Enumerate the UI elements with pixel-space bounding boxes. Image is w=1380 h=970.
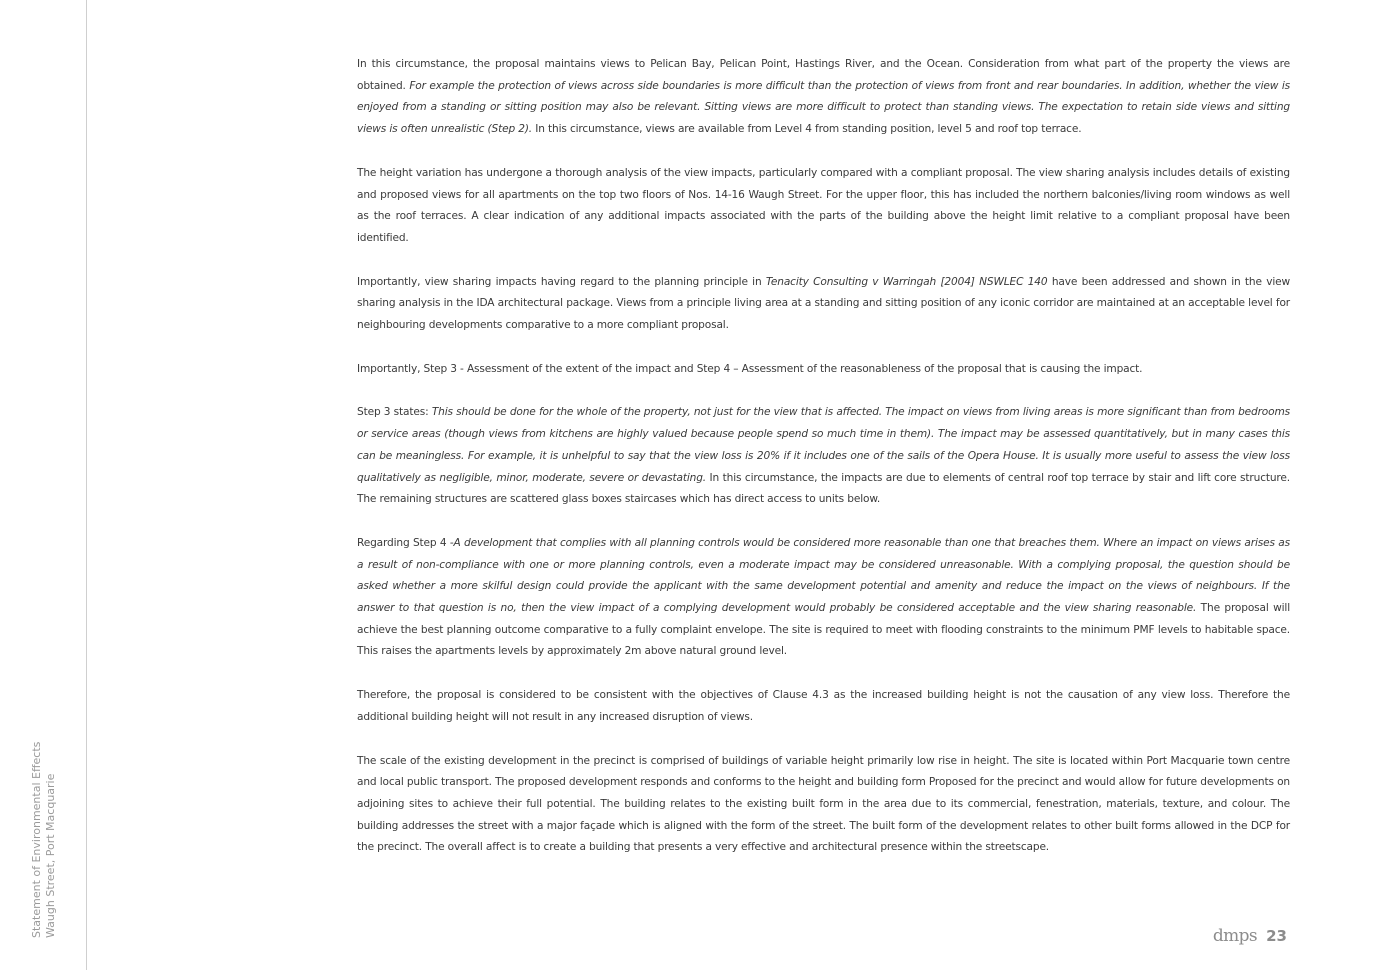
paragraph-scale: The scale of the existing development in the precinct is comprised of buildings of variable height primarily low rise in height. The site is located within Port Macquarie town centre and local public transport. The proposed development responds and conforms to the height and building form Proposed for the precinct and would allow for future developments on adjoining sites to achieve their full potential. The building relates to the existing built form in the area due to its commercial, fenestration, materials, texture, and colour. The building addresses the street with a major façade which is aligned with the form of the street. The built form of the development relates to other built forms allowed in the DCP for the precinct. The overall affect is to create a building that presents a very effective and architectural presence within the streetscape. xyxy=(357,754,1290,854)
page-number: 23 xyxy=(1266,927,1287,945)
paragraph-step-4: Regarding Step 4 -A development that complies with all planning controls would be considered more reasonable than one that breaches them. Where an impact on views arises as a result of non-compliance with one or more planning controls, even a moderate impact may be considered unreasonable. With a complying proposal, the question should be asked whether a more skilful design could provide the applicant with the same development potential and amenity and reduce the impact on the views of neighbours. If the answer to that question is no, then the view impact of a complying development would probably be considered acceptable and the view sharing reasonable. The proposal will achieve the best planning outcome comparative to a fully complaint envelope. The site is required to meet with flooding constraints to the minimum PMF levels to habitable space. This raises the apartments levels by approximately 2m above natural ground level. xyxy=(357,536,1290,658)
dmps-logo: dmps xyxy=(1212,926,1258,946)
site-address: Waugh Street, Port Macquarie xyxy=(44,773,57,938)
document-body xyxy=(357,54,1290,881)
paragraph-step-3: Step 3 states: This should be done for the whole of the property, not just for the view that is affected. The impact on views from living areas is more significant than from bedrooms or service areas (though views from kitchens are highly valued because people spend so much time in them). The impact may be assessed quantitatively, but in many cases this can be meaningless. For example, it is unhelpful to say that the view loss is 20% if it includes one of the sails of the Opera House. It is usually more useful to assess the view loss qualitatively as negligible, minor, moderate, severe or devastating. In this circumstance, the impacts are due to elements of central roof top terrace by stair and lift core structure. The remaining structures are scattered glass boxes staircases which has direct access to units below. xyxy=(357,406,1290,506)
paragraph-views-maintained: In this circumstance, the proposal maintains views to Pelican Bay, Pelican Point, Hastings River, and the Ocean. Consideration from what part of the property the views are obtained. For example the protection of views across side boundaries is more difficult than the protection of views from front and rear boundaries. In addition, whether the view is enjoyed from a standing or sitting position may also be relevant. Sitting views are more difficult to protect than standing views. The expectation to retain side views and sitting views is often unrealistic (Step 2). In this circumstance, views are available from Level 4 from standing position, level 5 and roof top terrace. xyxy=(357,58,1290,136)
page-footer xyxy=(1213,926,1287,946)
paragraph-height-variation: The height variation has undergone a thorough analysis of the view impacts, particularly compared with a compliant proposal. The view sharing analysis includes details of existing and proposed views for all apartments on the top two floors of Nos. 14-16 Waugh Street. For the upper floor, this has included the northern balconies/living room windows as well as the roof terraces. A clear indication of any additional impacts associated with the parts of the building above the height limit relative to a compliant proposal have been identified. xyxy=(357,166,1290,244)
margin-divider xyxy=(86,0,87,970)
paragraph-view-sharing: Importantly, view sharing impacts having regard to the planning principle in Tenacity Consulting v Warringah [2004] NSWLEC 140 have been addressed and shown in the view sharing analysis in the IDA architectural package. Views from a principle living area at a standing and sitting position of any iconic corridor are maintained at an acceptable level for neighbouring developments comparative to a more compliant proposal. xyxy=(357,275,1290,332)
paragraph-steps-intro: Importantly, Step 3 - Assessment of the extent of the impact and Step 4 – Assessment of the reasonableness of the proposal that is causing the impact. xyxy=(357,362,1143,375)
paragraph-clause-4-3: Therefore, the proposal is considered to be consistent with the objectives of Clause 4.3 as the increased building height is not the causation of any view loss. Therefore the additional building height will not result in any increased disruption of views. xyxy=(357,689,1290,723)
side-caption xyxy=(30,742,58,938)
document-title: Statement of Environmental Effects xyxy=(30,741,43,938)
